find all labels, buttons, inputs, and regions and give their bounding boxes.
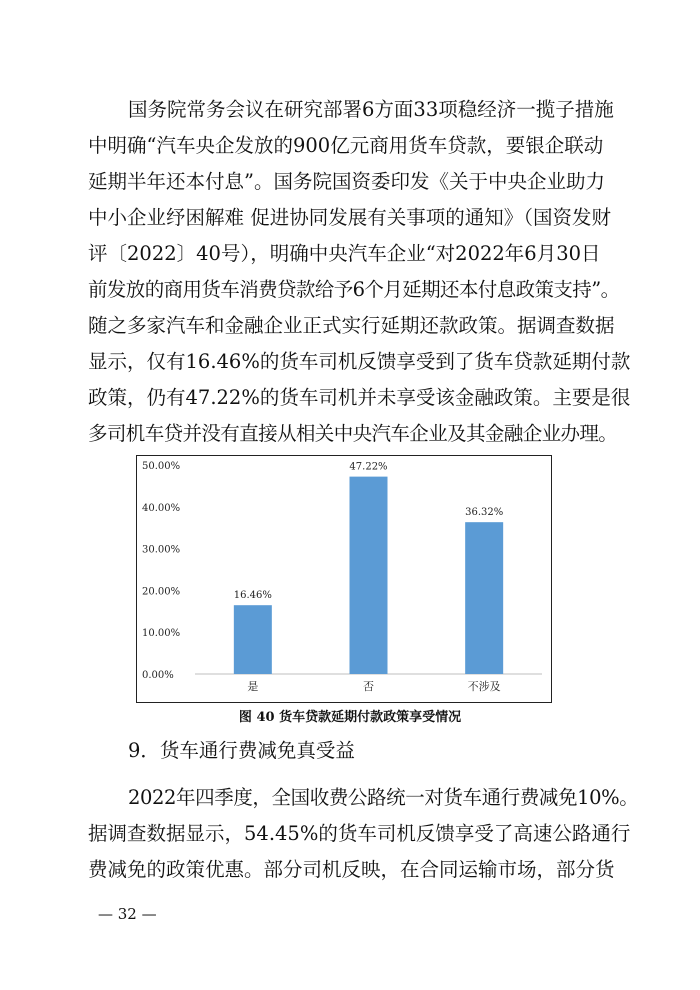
text-line: 中小企业纾困解难 促进协同发展有关事项的通知》（国资发财 <box>88 206 611 229</box>
text-line: 评〔2022〕40号），明确中央汽车企业“对2022年6月30日 <box>88 242 601 265</box>
text-line: 费减免的政策优惠。部分司机反映，在合同运输市场，部分货 <box>88 858 615 881</box>
text-line: 随之多家汽车和金融企业正式实行延期还款政策。据调查数据 <box>88 314 615 337</box>
data-label: 36.32% <box>465 507 504 519</box>
y-tick-label: 30.00% <box>142 544 181 556</box>
bar <box>234 605 272 674</box>
bar-chart <box>137 456 551 702</box>
text-line: 国务院常务会议在研究部署6方面33项稳经济一揽子措施 <box>128 98 614 121</box>
x-tick-label: 否 <box>363 680 374 693</box>
text-line: 中明确“汽车央企发放的900亿元商用货车贷款，要银企联动 <box>88 134 604 157</box>
data-label: 16.46% <box>233 590 272 602</box>
figure-caption: 图 40 货车贷款延期付款政策享受情况 <box>238 710 462 725</box>
body-paragraph-1 <box>88 92 640 452</box>
text-line: 政策，仍有47.22%的货车司机并未享受该金融政策。主要是很 <box>88 386 631 409</box>
x-tick-label: 是 <box>247 680 259 693</box>
text-line: 延期半年还本付息”。国务院国资委印发《关于中央企业助力 <box>88 170 605 193</box>
text-line: 显示，仅有16.46%的货车司机反馈享受到了货车贷款延期付款 <box>88 350 631 373</box>
y-tick-label: 40.00% <box>142 502 181 514</box>
x-tick-label: 不涉及 <box>467 680 501 693</box>
y-tick-label: 20.00% <box>142 586 181 598</box>
y-tick-label: 10.00% <box>142 628 181 640</box>
bar <box>465 522 503 674</box>
text-line: 据调查数据显示，54.45%的货车司机反馈享受了高速公路通行 <box>88 822 631 845</box>
text-line: 前发放的商用货车消费贷款给予6个月延期还本付息政策支持”。 <box>88 278 620 301</box>
bar-chart-frame <box>136 455 552 703</box>
data-label: 47.22% <box>349 461 388 473</box>
text-line: 多司机车贷并没有直接从相关中央汽车企业及其金融企业办理。 <box>88 422 618 445</box>
page-number: — 32 — <box>98 905 157 923</box>
section-heading: 9．货车通行费减免真受益 <box>128 739 355 762</box>
y-tick-label: 0.00% <box>142 670 174 681</box>
body-paragraph-2 <box>88 780 640 888</box>
bar <box>350 477 388 674</box>
y-tick-label: 50.00% <box>142 461 181 472</box>
text-line: 2022年四季度，全国收费公路统一对货车通行费减免10%。 <box>128 786 639 809</box>
